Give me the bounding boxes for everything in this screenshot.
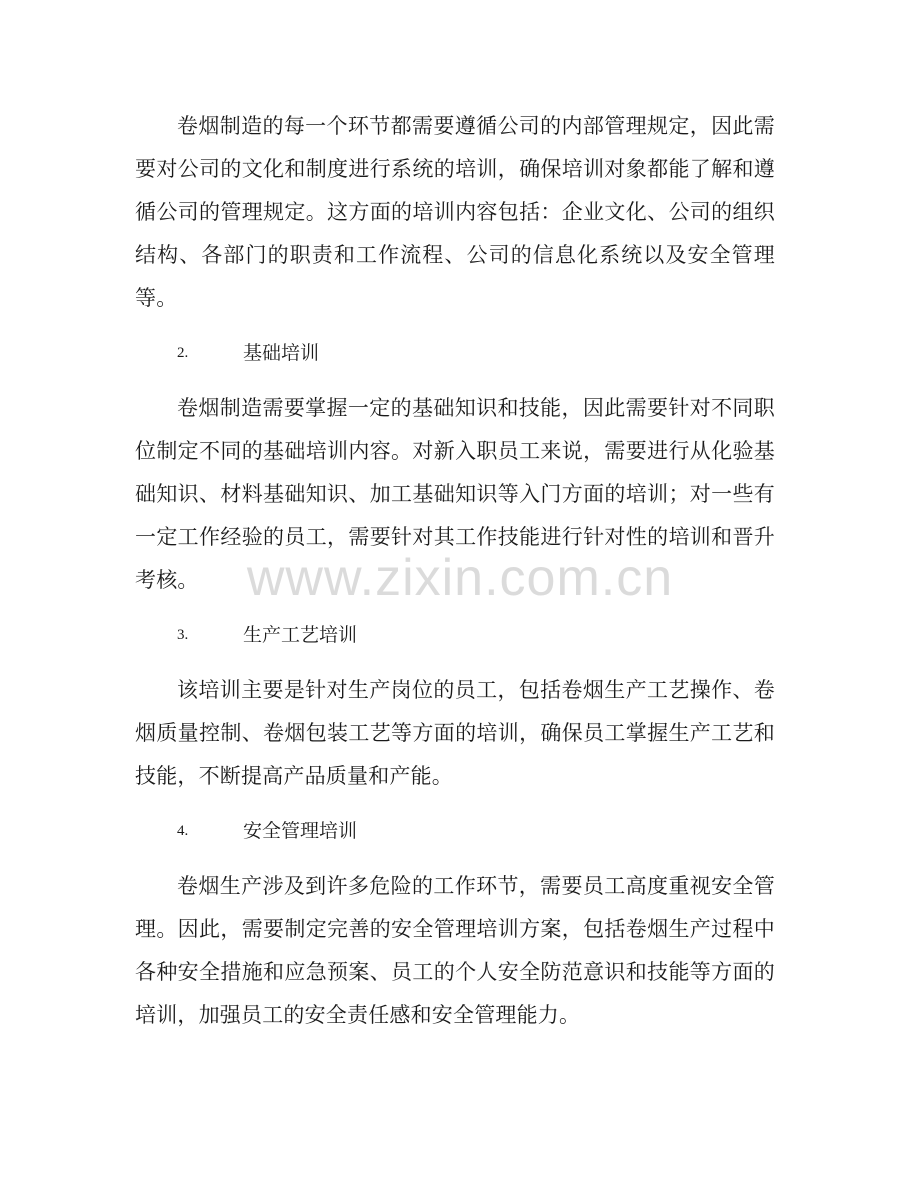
section-heading-4 bbox=[135, 810, 775, 853]
section-heading-3 bbox=[135, 614, 775, 657]
section-number: 4. bbox=[177, 823, 189, 839]
watermark-text: www.zixin.com.cn bbox=[246, 549, 674, 607]
section-title: 安全管理培训 bbox=[243, 820, 358, 842]
section-title: 生产工艺培训 bbox=[243, 624, 358, 646]
paragraph-process-training: 该培训主要是针对生产岗位的员工，包括卷烟生产工艺操作、卷烟质量控制、卷烟包装工艺等方面的培训，确保员工掌握生产工艺和技能，不断提高产品质量和产能。 bbox=[135, 678, 775, 788]
paragraph-basic-training: 卷烟制造需要掌握一定的基础知识和技能，因此需要针对不同职位制定不同的基础培训内容。对新入职员工来说，需要进行从化验基础知识、材料基础知识、加工基础知识等入门方面的培训；对一些有一定工作经验的员工，需要针对其工作技能进行针对性的培训和晋升考核。 bbox=[135, 396, 775, 592]
section-number: 2. bbox=[177, 345, 189, 361]
paragraph-intro: 卷烟制造的每一个环节都需要遵循公司的内部管理规定，因此需要对公司的文化和制度进行系统的培训，确保培训对象都能了解和遵循公司的管理规定。这方面的培训内容包括：企业文化、公司的组织结构、各部门的职责和工作流程、公司的信息化系统以及安全管理等。 bbox=[135, 114, 775, 310]
section-heading-2 bbox=[135, 332, 775, 375]
document-content bbox=[135, 105, 775, 1049]
paragraph-safety-training: 卷烟生产涉及到许多危险的工作环节，需要员工高度重视安全管理。因此，需要制定完善的安全管理培训方案，包括卷烟生产过程中各种安全措施和应急预案、员工的个人安全防范意识和技能等方面的培训，加强员工的安全责任感和安全管理能力。 bbox=[135, 874, 775, 1027]
section-title: 基础培训 bbox=[243, 342, 320, 364]
section-number: 3. bbox=[177, 627, 189, 643]
